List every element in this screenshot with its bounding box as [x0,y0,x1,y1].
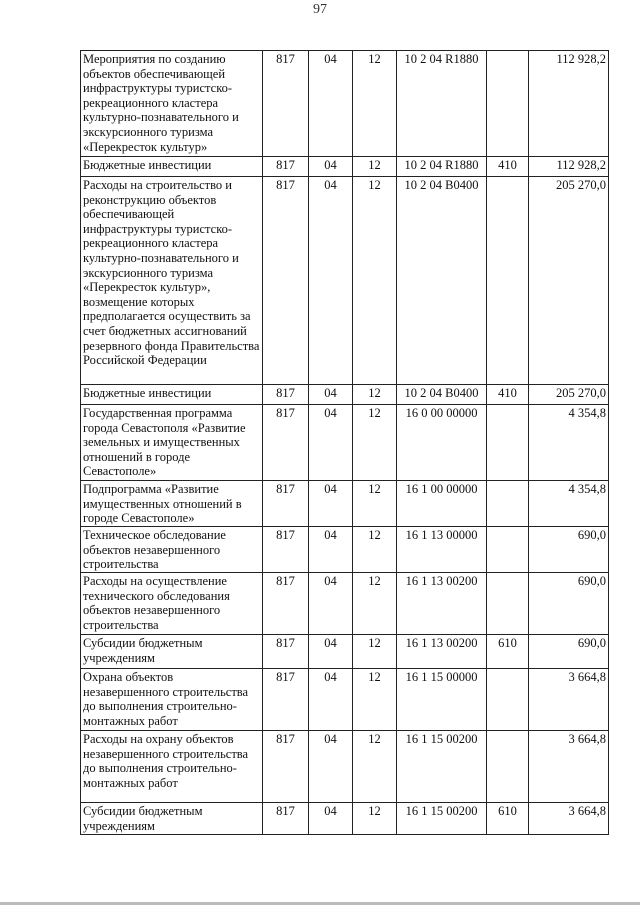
target-code: 16 1 13 00000 [397,527,487,573]
section-code: 04 [309,157,353,177]
table-row [81,385,609,405]
amount: 112 928,2 [529,157,609,177]
ministry-code: 817 [263,157,309,177]
amount: 3 664,8 [529,731,609,803]
target-code: 16 1 15 00200 [397,803,487,835]
expense-type-code [487,481,529,527]
ministry-code: 817 [263,803,309,835]
target-code: 16 0 00 00000 [397,405,487,481]
target-code: 16 1 15 00000 [397,669,487,731]
amount: 3 664,8 [529,803,609,835]
row-name: Субсидии бюджетным учреждениям [81,803,263,835]
target-code: 10 2 04 B0400 [397,177,487,385]
expense-type-code [487,405,529,481]
target-code: 10 2 04 R1880 [397,51,487,157]
section-code: 04 [309,405,353,481]
amount: 205 270,0 [529,177,609,385]
section-code: 04 [309,731,353,803]
expense-type-code [487,527,529,573]
amount: 112 928,2 [529,51,609,157]
subsection-code: 12 [353,481,397,527]
row-name: Охрана объектов незавершенного строительства до выполнения строительно-монтажных работ [81,669,263,731]
table-row [81,669,609,731]
table-row [81,803,609,835]
row-name: Техническое обследование объектов незавершенного строительства [81,527,263,573]
target-code: 16 1 00 00000 [397,481,487,527]
row-name: Бюджетные инвестиции [81,157,263,177]
row-name: Государственная программа города Севастополя «Развитие земельных и имущественных отношений в городе Севастополе» [81,405,263,481]
ministry-code: 817 [263,731,309,803]
amount: 205 270,0 [529,385,609,405]
table-row [81,527,609,573]
subsection-code: 12 [353,803,397,835]
target-code: 16 1 13 00200 [397,635,487,669]
target-code: 16 1 13 00200 [397,573,487,635]
section-code: 04 [309,669,353,731]
section-code: 04 [309,177,353,385]
subsection-code: 12 [353,385,397,405]
ministry-code: 817 [263,573,309,635]
subsection-code: 12 [353,527,397,573]
expense-type-code [487,669,529,731]
ministry-code: 817 [263,635,309,669]
table-row [81,481,609,527]
ministry-code: 817 [263,527,309,573]
budget-table [80,50,609,835]
section-code: 04 [309,635,353,669]
table-row [81,177,609,385]
expense-type-code [487,731,529,803]
table-row [81,405,609,481]
expense-type-code [487,177,529,385]
section-code: 04 [309,527,353,573]
ministry-code: 817 [263,405,309,481]
amount: 690,0 [529,527,609,573]
section-code: 04 [309,51,353,157]
row-name: Расходы на осуществление технического обследования объектов незавершенного строительства [81,573,263,635]
ministry-code: 817 [263,385,309,405]
expense-type-code [487,51,529,157]
expense-type-code: 410 [487,385,529,405]
expense-type-code: 410 [487,157,529,177]
page-number: 97 [313,2,327,17]
target-code: 10 2 04 B0400 [397,385,487,405]
section-code: 04 [309,803,353,835]
subsection-code: 12 [353,573,397,635]
row-name: Расходы на строительство и реконструкцию объектов обеспечивающей инфраструктуры туристско-рекреационного кластера культурно-познавательного и экскурсионного туризма «Перекресток культур», возмещение которых предполагается осуществить за счет бюджетных ассигнований резервного фонда Правительства Российской Федерации [81,177,263,385]
expense-type-code: 610 [487,635,529,669]
target-code: 16 1 15 00200 [397,731,487,803]
amount: 4 354,8 [529,481,609,527]
amount: 4 354,8 [529,405,609,481]
row-name: Подпрограмма «Развитие имущественных отношений в городе Севастополе» [81,481,263,527]
ministry-code: 817 [263,51,309,157]
ministry-code: 817 [263,177,309,385]
row-name: Бюджетные инвестиции [81,385,263,405]
subsection-code: 12 [353,731,397,803]
ministry-code: 817 [263,669,309,731]
subsection-code: 12 [353,51,397,157]
subsection-code: 12 [353,635,397,669]
table-row [81,573,609,635]
section-code: 04 [309,481,353,527]
row-name: Расходы на охрану объектов незавершенного строительства до выполнения строительно-монтажных работ [81,731,263,803]
table-row [81,635,609,669]
section-code: 04 [309,573,353,635]
ministry-code: 817 [263,481,309,527]
section-code: 04 [309,385,353,405]
row-name: Мероприятия по созданию объектов обеспечивающей инфраструктуры туристско-рекреационного кластера культурно-познавательного и экскурсионного туризма «Перекресток культур» [81,51,263,157]
expense-type-code [487,573,529,635]
subsection-code: 12 [353,177,397,385]
amount: 690,0 [529,635,609,669]
target-code: 10 2 04 R1880 [397,157,487,177]
subsection-code: 12 [353,669,397,731]
row-name: Субсидии бюджетным учреждениям [81,635,263,669]
table-row [81,157,609,177]
subsection-code: 12 [353,157,397,177]
subsection-code: 12 [353,405,397,481]
expense-type-code: 610 [487,803,529,835]
table-row [81,731,609,803]
table-row [81,51,609,157]
amount: 3 664,8 [529,669,609,731]
amount: 690,0 [529,573,609,635]
